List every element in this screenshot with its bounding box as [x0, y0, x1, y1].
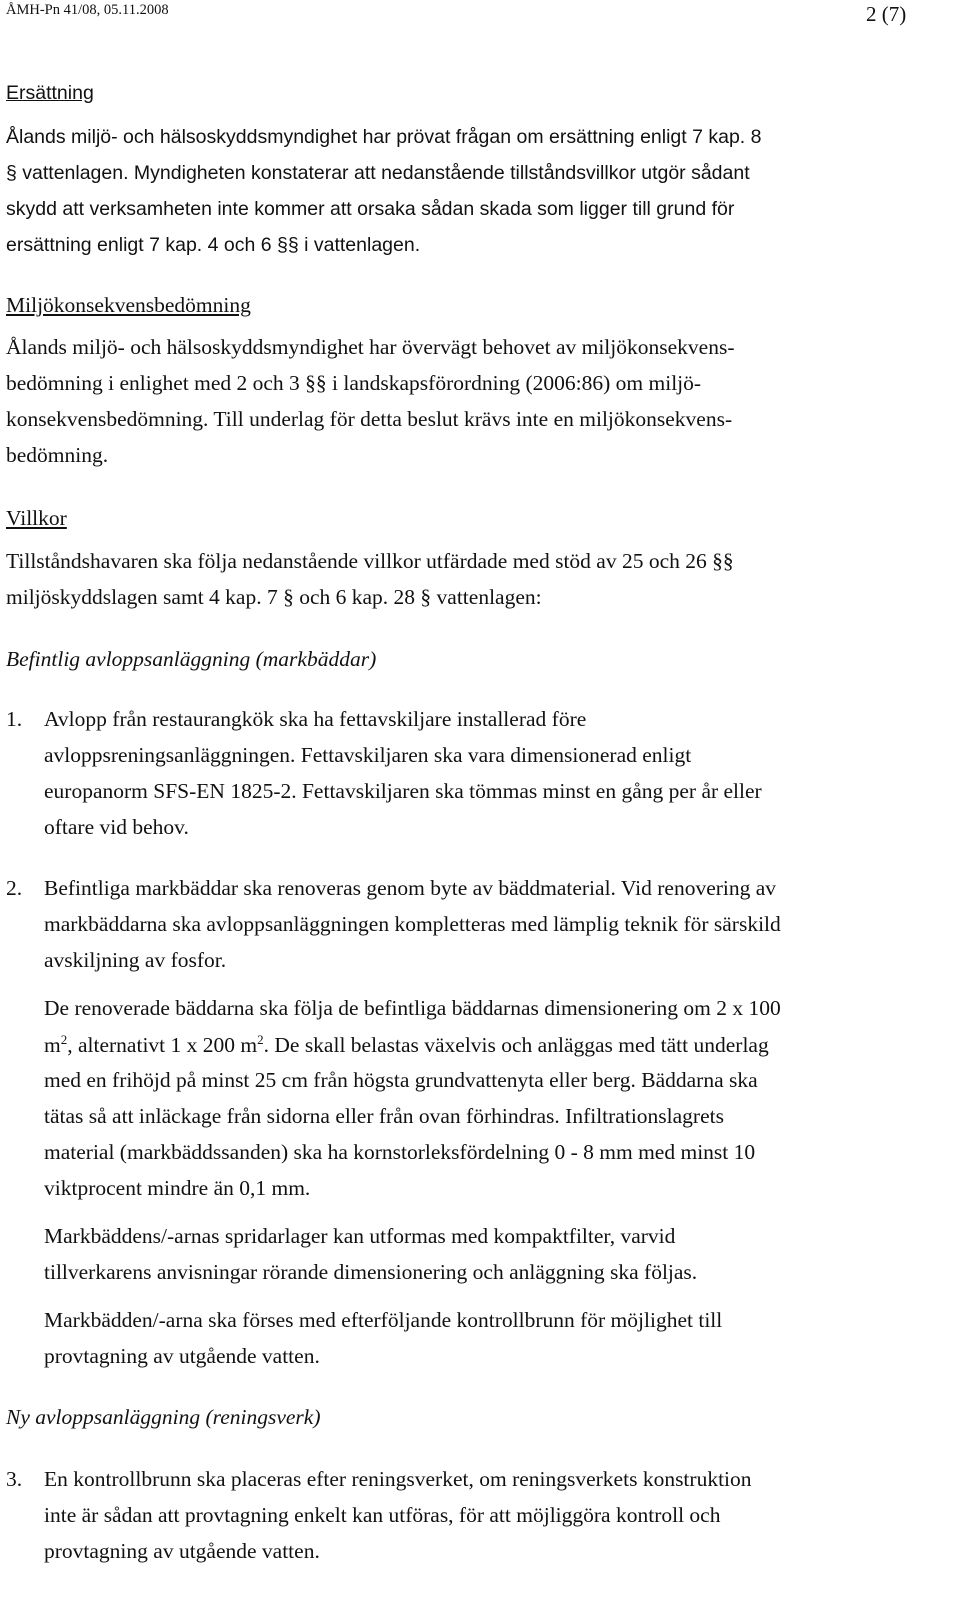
mkb-line: bedömning.: [6, 443, 109, 467]
condition-2-line: Befintliga markbäddar ska renoveras genom byte av bäddmaterial. Vid renovering av: [44, 876, 777, 900]
condition-3-line: inte är sådan att provtagning enkelt kan utföras, för att möjliggöra kontroll och: [44, 1503, 721, 1527]
text-fragment: , alternativt 1 x 200 m: [67, 1033, 258, 1058]
ersattning-line: Ålands miljö- och hälsoskyddsmyndighet har prövat frågan om ersättning enligt 7 kap. 8: [6, 126, 762, 148]
superscript: 2: [60, 1032, 68, 1047]
villkor-line: Tillståndshavaren ska följa nedanstående villkor utfärdade med stöd av 25 och 26 §§: [6, 549, 734, 573]
condition-2-paragraph-line: [44, 1032, 769, 1058]
condition-3-line: En kontrollbrunn ska placeras efter reningsverket, om reningsverkets konstruktion: [44, 1467, 752, 1491]
condition-2-paragraph-line: tillverkarens anvisningar rörande dimensionering och anläggning ska följas.: [44, 1260, 698, 1284]
ersattning-line: § vattenlagen. Myndigheten konstaterar att nedanstående tillståndsvillkor utgör sådant: [6, 162, 750, 184]
condition-2-paragraph-line: De renoverade bäddarna ska följa de befintliga bäddarnas dimensionering om 2 x 100: [44, 996, 781, 1020]
section-heading-ersattning: Ersättning: [6, 82, 94, 104]
ersattning-line: ersättning enligt 7 kap. 4 och 6 §§ i vattenlagen.: [6, 234, 421, 256]
condition-2-paragraph-line: provtagning av utgående vatten.: [44, 1344, 320, 1368]
villkor-line: miljöskyddslagen samt 4 kap. 7 § och 6 kap. 28 § vattenlagen:: [6, 585, 542, 609]
document-reference: ÅMH-Pn 41/08, 05.11.2008: [6, 2, 169, 18]
condition-1-line: oftare vid behov.: [44, 815, 189, 839]
condition-number: 2.: [6, 876, 23, 900]
mkb-line: bedömning i enlighet med 2 och 3 §§ i landskapsförordning (2006:86) om miljö-: [6, 371, 702, 395]
condition-2-paragraph-line: material (markbäddssanden) ska ha kornstorleksfördelning 0 - 8 mm med minst 10: [44, 1140, 756, 1164]
condition-2-line: markbäddarna ska avloppsanläggningen kompletteras med lämplig teknik för särskild: [44, 912, 781, 936]
ersattning-line: skydd att verksamheten inte kommer att orsaka sådan skada som ligger till grund för: [6, 198, 735, 220]
condition-2-line: avskiljning av fosfor.: [44, 948, 227, 972]
condition-2-paragraph-line: viktprocent mindre än 0,1 mm.: [44, 1176, 311, 1200]
unit-text: m: [44, 1033, 61, 1058]
condition-2-paragraph-line: Markbäddens/-arnas spridarlager kan utformas med kompaktfilter, varvid: [44, 1224, 676, 1248]
mkb-line: konsekvensbedömning. Till underlag för detta beslut krävs inte en miljökonsekvens-: [6, 407, 733, 431]
condition-2-paragraph-line: tätas så att inläckage från sidorna eller från ovan förhindras. Infiltrationslagrets: [44, 1104, 724, 1128]
condition-2-paragraph-line: Markbädden/-arna ska förses med efterföljande kontrollbrunn för möjlighet till: [44, 1308, 723, 1332]
condition-number: 3.: [6, 1467, 23, 1491]
condition-1-line: europanorm SFS-EN 1825-2. Fettavskiljaren ska tömmas minst en gång per år eller: [44, 779, 762, 803]
condition-number: 1.: [6, 707, 23, 731]
subheading-ny: Ny avloppsanläggning (reningsverk): [6, 1405, 321, 1429]
condition-1-line: avloppsreningsanläggningen. Fettavskiljaren ska vara dimensionerad enligt: [44, 743, 692, 767]
condition-3-line: provtagning av utgående vatten.: [44, 1539, 320, 1563]
page-number: 2 (7): [866, 2, 907, 26]
condition-1-line: Avlopp från restaurangkök ska ha fettavskiljare installerad före: [44, 707, 587, 731]
section-heading-villkor: Villkor: [6, 506, 67, 530]
text-fragment: . De skall belastas växelvis och anläggas med tätt underlag: [263, 1033, 769, 1058]
condition-2-paragraph-line: med en frihöjd på minst 25 cm från högsta grundvattenyta eller berg. Bäddarna ska: [44, 1068, 758, 1092]
mkb-line: Ålands miljö- och hälsoskyddsmyndighet har övervägt behovet av miljökonsekvens-: [6, 335, 735, 359]
subheading-befintlig: Befintlig avloppsanläggning (markbäddar): [6, 647, 377, 671]
superscript: 2: [257, 1032, 264, 1047]
section-heading-mkb: Miljökonsekvensbedömning: [6, 293, 251, 317]
